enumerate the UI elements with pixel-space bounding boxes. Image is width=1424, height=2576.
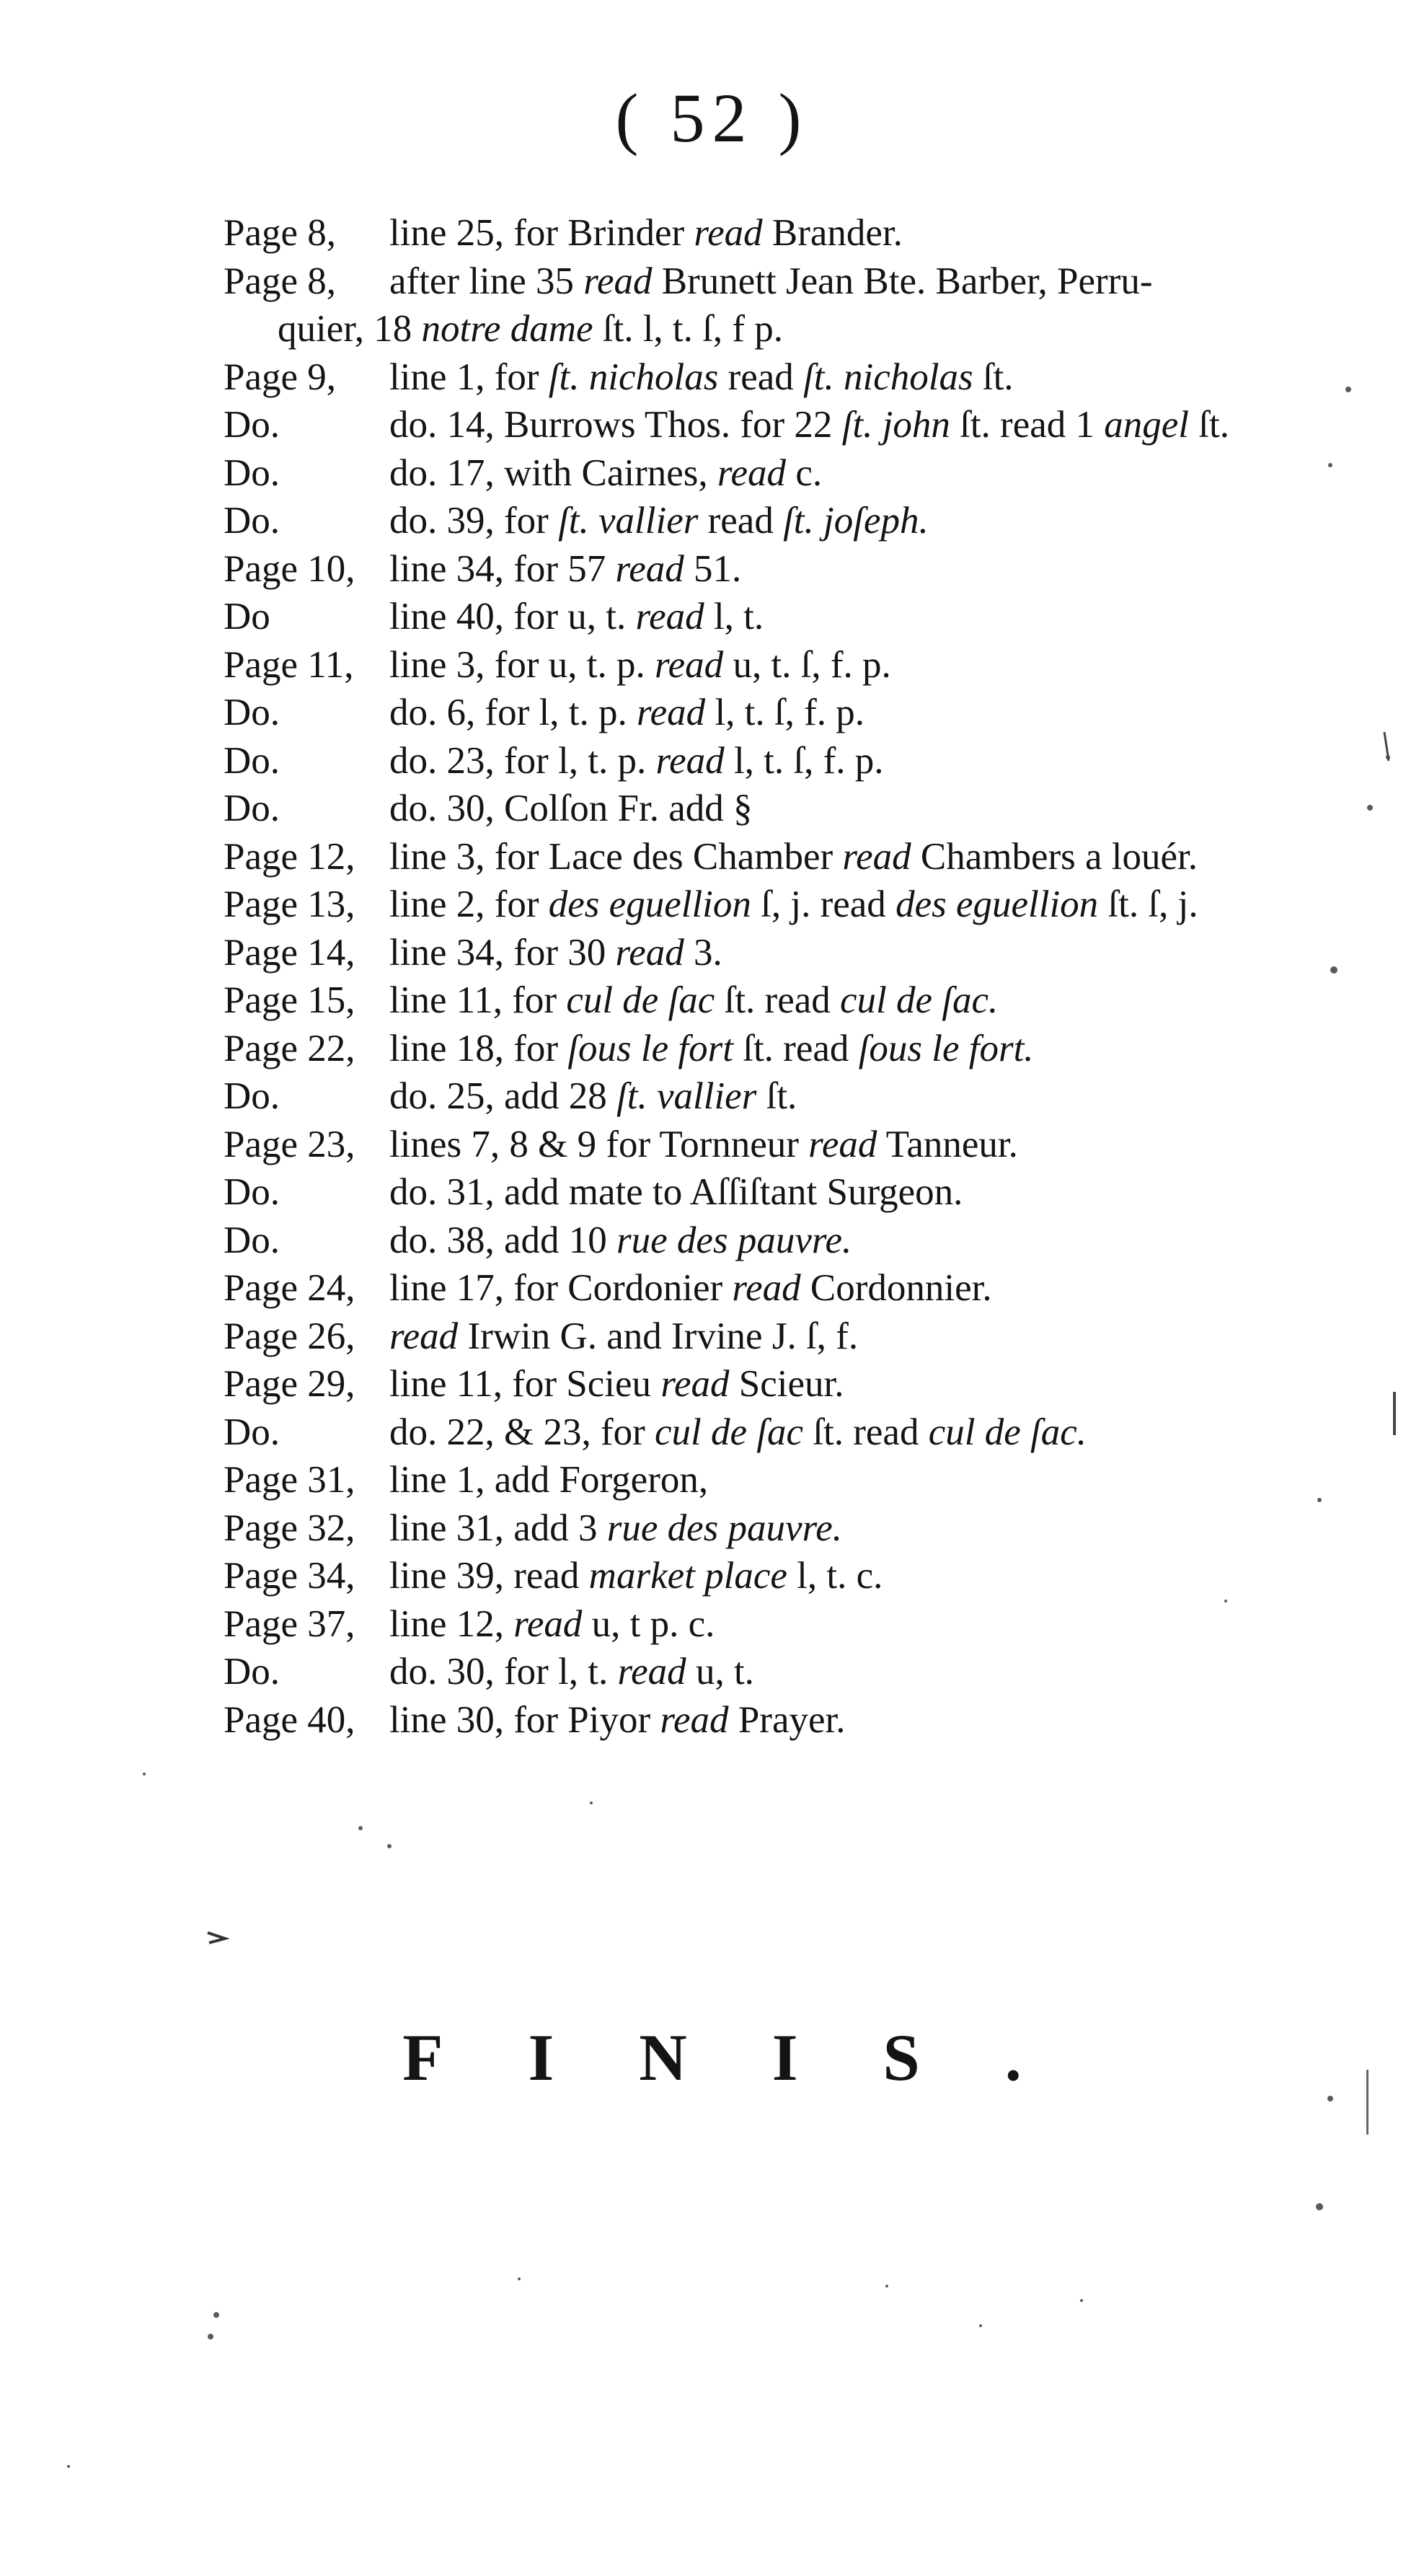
errata-ref: Page 15, — [224, 979, 355, 1021]
errata-fragment: do. 22, & 23, for — [389, 1411, 655, 1453]
errata-text — [389, 1648, 754, 1696]
errata-fragment: line 40, for u, t. — [389, 596, 636, 638]
errata-fragment: line 18, for — [389, 1027, 568, 1069]
errata-ref: Page 8, — [224, 260, 337, 302]
errata-row — [224, 1648, 1406, 1696]
errata-ref: Page 24, — [224, 1267, 355, 1309]
errata-row — [224, 1072, 1406, 1121]
errata-text — [389, 497, 929, 545]
errata-fragment: line 34, for 30 — [389, 931, 616, 974]
errata-fragment: l, t. c. — [787, 1555, 883, 1597]
errata-list — [224, 209, 1406, 1744]
errata-row — [224, 641, 1406, 689]
errata-fragment: u, t. — [686, 1651, 754, 1693]
errata-text — [389, 881, 1198, 929]
errata-fragment: u, t. ſ, f. p. — [723, 643, 891, 686]
errata-fragment: lines 7, 8 & 9 for Tornneur — [389, 1123, 809, 1165]
errata-italic-fragment: cul de ſac. — [840, 979, 999, 1021]
errata-text — [389, 1072, 797, 1121]
errata-text — [278, 305, 783, 353]
errata-row — [224, 1408, 1406, 1457]
errata-fragment: 3. — [684, 931, 722, 974]
errata-text — [389, 449, 822, 498]
errata-row — [224, 1121, 1406, 1169]
errata-italic-fragment: ſous le fort — [567, 1027, 733, 1069]
errata-fragment: quier, 18 — [278, 308, 422, 350]
errata-fragment: Prayer. — [728, 1698, 846, 1741]
errata-fragment: ſt. l, t. ſ, f p. — [593, 308, 784, 350]
errata-ref: Do. — [224, 692, 280, 733]
errata-italic-fragment: ſt. joſeph. — [783, 500, 929, 542]
errata-row — [224, 1360, 1406, 1408]
errata-text — [389, 1168, 963, 1217]
errata-row — [224, 689, 1406, 737]
errata-text — [389, 1264, 992, 1313]
errata-ref: Do. — [224, 1219, 280, 1261]
errata-fragment: line 39, read — [389, 1555, 589, 1597]
errata-italic-fragment: read — [655, 643, 724, 686]
errata-ref: Do. — [224, 788, 280, 829]
errata-ref: Do. — [224, 500, 280, 542]
errata-italic-fragment: ſous le fort. — [858, 1027, 1034, 1069]
errata-text — [389, 1025, 1034, 1073]
errata-text — [389, 1552, 883, 1600]
errata-text — [389, 1456, 708, 1504]
errata-text — [389, 1313, 858, 1361]
errata-italic-fragment: read — [717, 451, 787, 494]
errata-fragment: line 17, for Cordonier — [389, 1267, 733, 1309]
errata-ref: Page 29, — [224, 1363, 355, 1405]
errata-italic-fragment: angel — [1104, 404, 1189, 446]
errata-fragment: do. 14, Burrows Thos. for 22 — [389, 404, 842, 446]
errata-row — [224, 353, 1406, 402]
errata-fragment: l, t. — [704, 596, 764, 638]
errata-fragment: line 1, add Forgeron, — [389, 1459, 709, 1501]
errata-text — [389, 593, 764, 641]
errata-fragment: do. 38, add 10 — [389, 1219, 617, 1261]
errata-ref: Do. — [224, 404, 280, 446]
errata-fragment: read — [718, 356, 804, 398]
errata-fragment: line 11, for — [389, 979, 567, 1021]
errata-fragment: ſt. read — [715, 979, 840, 1021]
errata-text — [389, 976, 998, 1025]
errata-ref: Do. — [224, 1171, 280, 1213]
errata-row — [224, 305, 1406, 353]
errata-fragment: do. 25, add 28 — [389, 1075, 617, 1117]
errata-ref: Page 34, — [224, 1555, 355, 1597]
errata-ref: Page 22, — [224, 1027, 355, 1069]
errata-text — [389, 929, 722, 977]
errata-italic-fragment: market place — [588, 1555, 787, 1597]
errata-italic-fragment: read — [660, 1698, 729, 1741]
errata-italic-fragment: rue des pauvre. — [616, 1219, 852, 1261]
errata-ref: Page 11, — [224, 643, 354, 686]
errata-fragment: line 34, for 57 — [389, 547, 616, 590]
errata-text — [389, 641, 891, 689]
errata-italic-fragment: cul de ſac. — [928, 1411, 1087, 1453]
errata-italic-fragment: notre dame — [421, 308, 593, 350]
errata-fragment: Cordonnier. — [800, 1267, 992, 1309]
errata-italic-fragment: read — [635, 596, 704, 638]
errata-row — [224, 257, 1406, 306]
errata-italic-fragment: read — [808, 1123, 877, 1165]
errata-text — [389, 1121, 1018, 1169]
errata-text — [389, 1217, 852, 1265]
errata-ref: Page 10, — [224, 547, 355, 590]
errata-fragment: ſt. ſ, j. — [1098, 883, 1198, 925]
errata-row — [224, 545, 1406, 594]
errata-ref: Do. — [224, 451, 280, 494]
errata-fragment: line 30, for Piyor — [389, 1698, 660, 1741]
errata-fragment: after line 35 — [389, 260, 584, 302]
errata-ref: Page 32, — [224, 1507, 355, 1549]
finis-heading: FINIS. — [402, 2021, 1107, 2094]
errata-row — [224, 785, 1406, 833]
errata-text — [389, 689, 864, 737]
errata-fragment: do. 17, with Cairnes, — [389, 451, 717, 494]
errata-row — [224, 1600, 1406, 1649]
errata-fragment: ſt. — [973, 356, 1014, 398]
errata-fragment: line 12, — [389, 1602, 514, 1645]
errata-italic-fragment: cul de ſac — [655, 1411, 804, 1453]
errata-row — [224, 209, 1406, 257]
errata-fragment: Brunett Jean Bte. Barber, Perru- — [652, 260, 1153, 302]
errata-italic-fragment: ſt. vallier — [558, 500, 699, 542]
errata-text — [389, 209, 903, 257]
errata-fragment: ſt. read 1 — [950, 404, 1105, 446]
errata-ref: Page 14, — [224, 931, 355, 974]
errata-row — [224, 1456, 1406, 1504]
errata-ref: Page 37, — [224, 1602, 355, 1645]
errata-fragment: ſt. read — [733, 1027, 859, 1069]
errata-ref: Page 8, — [224, 212, 337, 254]
errata-fragment: do. 30, for l, t. — [389, 1651, 618, 1693]
errata-text — [389, 353, 1014, 402]
errata-fragment: c. — [786, 451, 823, 494]
errata-fragment: ſt. — [756, 1075, 797, 1117]
errata-italic-fragment: cul de ſac — [566, 979, 715, 1021]
errata-row — [224, 1025, 1406, 1073]
errata-text — [389, 545, 741, 594]
errata-fragment: Brander. — [762, 212, 903, 254]
errata-ref: Page 31, — [224, 1459, 355, 1501]
errata-italic-fragment: des eguellion — [895, 883, 1099, 925]
errata-fragment: do. 30, Colſon Fr. add § — [389, 788, 753, 829]
errata-ref: Page 9, — [224, 356, 337, 398]
errata-text — [389, 1504, 842, 1553]
errata-fragment: l, t. ſ, f. p. — [724, 739, 884, 782]
errata-fragment: 51. — [684, 547, 742, 590]
errata-fragment: read — [698, 500, 784, 542]
errata-fragment: line 25, for Brinder — [389, 212, 694, 254]
page-number: ( 52 ) — [615, 79, 809, 156]
errata-fragment: ſt. read — [803, 1411, 929, 1453]
errata-italic-fragment: rue des pauvre. — [606, 1507, 843, 1549]
errata-italic-fragment: read — [842, 835, 911, 878]
errata-italic-fragment: read — [617, 1651, 686, 1693]
errata-fragment: line 1, for — [389, 356, 549, 398]
errata-italic-fragment: read — [583, 260, 653, 302]
errata-row — [224, 1168, 1406, 1217]
errata-row — [224, 881, 1406, 929]
errata-row — [224, 976, 1406, 1025]
errata-text — [389, 833, 1198, 881]
errata-italic-fragment: read — [660, 1363, 730, 1405]
errata-ref: Do — [224, 596, 270, 638]
errata-row — [224, 737, 1406, 785]
errata-ref: Do. — [224, 1411, 280, 1453]
errata-text — [389, 1696, 845, 1744]
errata-fragment: do. 31, add mate to Aſſiſtant Surgeon. — [389, 1171, 963, 1213]
errata-row — [224, 449, 1406, 498]
errata-italic-fragment: ſt. vallier — [616, 1075, 757, 1117]
errata-ref: Page 13, — [224, 883, 355, 925]
errata-fragment: Irwin G. and Irvine J. ſ, f. — [458, 1315, 859, 1357]
errata-ref: Do. — [224, 1075, 280, 1117]
errata-fragment: do. 6, for l, t. p. — [389, 692, 637, 733]
errata-fragment: do. 39, for — [389, 500, 559, 542]
errata-fragment: line 11, for Scieu — [389, 1363, 661, 1405]
errata-fragment: line 3, for Lace des Chamber — [389, 835, 843, 878]
errata-row — [224, 497, 1406, 545]
errata-italic-fragment: read — [637, 692, 706, 733]
errata-ref: Page 40, — [224, 1698, 355, 1741]
errata-italic-fragment: read — [513, 1602, 583, 1645]
errata-fragment: ſ, j. read — [751, 883, 896, 925]
errata-fragment: Tanneur. — [877, 1123, 1018, 1165]
errata-row — [224, 1217, 1406, 1265]
errata-ref: Do. — [224, 1651, 280, 1693]
errata-fragment: Chambers a louér. — [911, 835, 1198, 878]
errata-row — [224, 1552, 1406, 1600]
errata-fragment: Scieur. — [729, 1363, 844, 1405]
errata-row — [224, 929, 1406, 977]
errata-row — [224, 1264, 1406, 1313]
errata-text — [389, 401, 1229, 449]
errata-text — [389, 785, 753, 833]
errata-text — [389, 257, 1153, 306]
errata-italic-fragment: read — [732, 1267, 801, 1309]
errata-fragment: do. 23, for l, t. p. — [389, 739, 656, 782]
errata-fragment: line 2, for — [389, 883, 549, 925]
errata-ref: Page 26, — [224, 1315, 355, 1357]
errata-italic-fragment: read — [615, 931, 684, 974]
errata-italic-fragment: read — [389, 1315, 459, 1357]
errata-fragment: l, t. ſ, f. p. — [705, 692, 865, 733]
errata-ref: Do. — [224, 739, 280, 782]
errata-ref: Page 23, — [224, 1123, 355, 1165]
errata-fragment: ſt. — [1189, 404, 1229, 446]
errata-italic-fragment: read — [694, 212, 763, 254]
errata-ref: Page 12, — [224, 835, 355, 878]
errata-row — [224, 1504, 1406, 1553]
errata-italic-fragment: des eguellion — [548, 883, 751, 925]
errata-row — [224, 593, 1406, 641]
errata-italic-fragment: ſt. john — [841, 404, 950, 446]
errata-italic-fragment: ſt. nicholas — [548, 356, 719, 398]
errata-fragment: line 3, for u, t. p. — [389, 643, 655, 686]
errata-fragment: line 31, add 3 — [389, 1507, 607, 1549]
errata-italic-fragment: ſt. nicholas — [803, 356, 973, 398]
errata-italic-fragment: read — [615, 547, 684, 590]
errata-row — [224, 833, 1406, 881]
errata-row — [224, 401, 1406, 449]
errata-row — [224, 1313, 1406, 1361]
errata-fragment: u, t p. c. — [582, 1602, 715, 1645]
errata-text — [389, 1600, 715, 1649]
errata-text — [389, 1360, 844, 1408]
errata-italic-fragment: read — [655, 739, 725, 782]
errata-text — [389, 1408, 1087, 1457]
errata-row — [224, 1696, 1406, 1744]
errata-text — [389, 737, 884, 785]
